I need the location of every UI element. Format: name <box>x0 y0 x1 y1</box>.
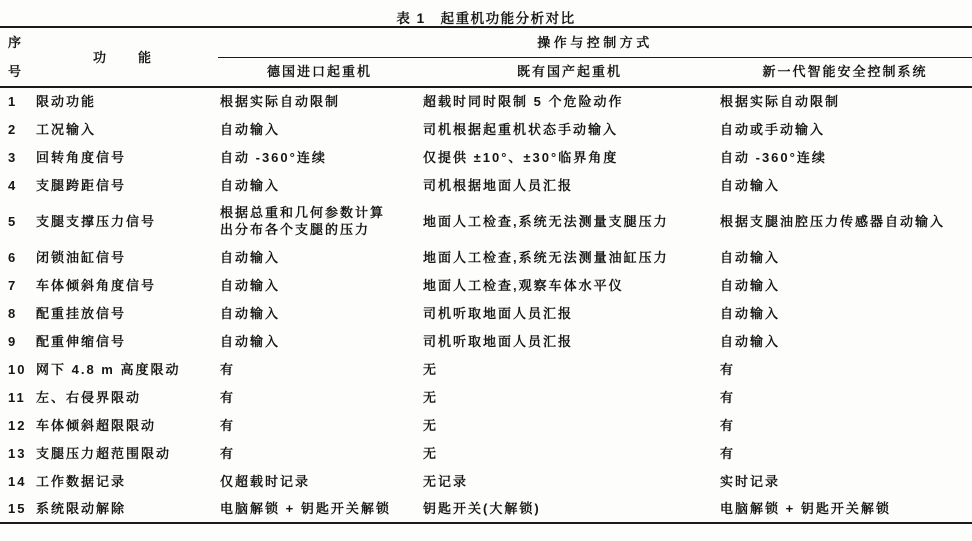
row-number-cell: 7 <box>8 277 18 293</box>
table-row <box>0 411 972 439</box>
table-row <box>0 143 972 171</box>
domestic-crane-cell: 无 <box>423 361 439 377</box>
header-seq-line1: 序 <box>8 35 24 50</box>
german-crane-cell: 自动 -360°连续 <box>220 149 327 165</box>
row-number-cell: 9 <box>8 333 18 349</box>
table-row <box>0 495 972 523</box>
function-name-cell: 支腿跨距信号 <box>36 177 127 193</box>
function-name-cell: 网下 4.8 m 高度限动 <box>36 361 181 377</box>
german-crane-cell: 有 <box>220 361 236 377</box>
table-caption: 表 1 起重机功能分析对比 <box>396 11 576 26</box>
domestic-crane-cell: 无 <box>423 389 439 405</box>
new-system-cell: 电脑解锁 + 钥匙开关解锁 <box>720 501 891 516</box>
german-crane-cell: 自动输入 <box>220 333 281 349</box>
function-name-cell: 配重挂放信号 <box>36 305 127 321</box>
new-system-cell: 自动输入 <box>720 277 781 293</box>
function-name-cell: 回转角度信号 <box>36 149 127 165</box>
row-number-cell: 3 <box>8 149 18 165</box>
new-system-cell: 有 <box>720 445 736 461</box>
german-crane-cell: 自动输入 <box>220 249 281 265</box>
german-crane-cell: 自动输入 <box>220 121 281 137</box>
function-name-cell: 工作数据记录 <box>36 473 127 489</box>
new-system-cell: 自动输入 <box>720 249 781 265</box>
new-system-cell: 自动输入 <box>720 305 781 321</box>
table-row <box>0 355 972 383</box>
domestic-crane-cell: 司机根据起重机状态手动输入 <box>423 121 619 137</box>
table-row <box>0 299 972 327</box>
row-number-cell: 11 <box>8 389 26 405</box>
function-name-cell: 支腿支撑压力信号 <box>36 213 157 229</box>
domestic-crane-cell: 司机根据地面人员汇报 <box>423 177 574 193</box>
function-name-cell: 支腿压力超范围限动 <box>36 445 172 461</box>
row-number-cell: 10 <box>8 361 27 377</box>
row-number-cell: 13 <box>8 445 27 461</box>
domestic-crane-cell: 司机听取地面人员汇报 <box>423 305 574 321</box>
row-number-cell: 2 <box>8 121 18 137</box>
function-name-cell: 配重伸缩信号 <box>36 333 127 349</box>
german-crane-cell: 有 <box>220 445 236 461</box>
table-row <box>0 467 972 495</box>
header-german-crane: 德国进口起重机 <box>218 57 421 87</box>
table-row <box>0 171 972 199</box>
german-crane-cell: 有 <box>220 417 236 433</box>
table-row <box>0 439 972 467</box>
domestic-crane-cell: 无 <box>423 445 439 461</box>
header-row-group <box>0 27 972 57</box>
new-system-cell: 自动输入 <box>720 333 781 349</box>
function-name-cell: 系统限动解除 <box>36 501 127 516</box>
row-number-cell: 5 <box>8 213 18 229</box>
new-system-cell: 有 <box>720 389 736 405</box>
new-system-cell: 自动 -360°连续 <box>720 149 827 165</box>
function-name-cell: 车体倾斜超限限动 <box>36 417 157 433</box>
table-row <box>0 243 972 271</box>
header-function: 功 能 <box>28 27 218 87</box>
domestic-crane-cell: 地面人工检查,系统无法测量支腿压力 <box>423 213 669 229</box>
function-name-cell: 左、右侵界限动 <box>36 389 142 405</box>
domestic-crane-cell: 无 <box>423 417 439 433</box>
german-crane-cell: 自动输入 <box>220 305 281 321</box>
header-operation-control-group: 操作与控制方式 <box>218 27 972 57</box>
table-row <box>0 87 972 115</box>
header-domestic-crane: 既有国产起重机 <box>421 57 718 87</box>
table-row <box>0 327 972 355</box>
domestic-crane-cell: 钥匙开关(大解锁) <box>423 501 541 516</box>
domestic-crane-cell: 地面人工检查,系统无法测量油缸压力 <box>423 249 669 265</box>
row-number-cell: 12 <box>8 417 27 433</box>
function-name-cell: 工况输入 <box>36 121 97 137</box>
row-number-cell: 1 <box>8 94 18 109</box>
new-system-cell: 根据支腿油腔压力传感器自动输入 <box>720 213 946 229</box>
comparison-table <box>0 26 972 524</box>
table-row <box>0 199 972 243</box>
domestic-crane-cell: 司机听取地面人员汇报 <box>423 333 574 349</box>
new-system-cell: 根据实际自动限制 <box>720 94 841 109</box>
table-body <box>0 87 972 523</box>
header-new-gen-system: 新一代智能安全控制系统 <box>718 57 972 87</box>
row-number-cell: 4 <box>8 177 18 193</box>
domestic-crane-cell: 仅提供 ±10°、±30°临界角度 <box>423 149 619 165</box>
new-system-cell: 有 <box>720 361 736 377</box>
german-crane-cell: 自动输入 <box>220 177 281 193</box>
function-name-cell: 车体倾斜角度信号 <box>36 277 157 293</box>
german-crane-cell: 有 <box>220 389 236 405</box>
domestic-crane-cell: 超载时同时限制 5 个危险动作 <box>423 94 624 109</box>
german-crane-cell: 电脑解锁 + 钥匙开关解锁 <box>220 501 391 516</box>
table-row <box>0 115 972 143</box>
table-row <box>0 271 972 299</box>
new-system-cell: 有 <box>720 417 736 433</box>
new-system-cell: 实时记录 <box>720 473 781 489</box>
new-system-cell: 自动或手动输入 <box>720 121 826 137</box>
row-number-cell: 6 <box>8 249 18 265</box>
function-name-cell: 闭锁油缸信号 <box>36 249 127 265</box>
header-seq-line2: 号 <box>8 64 24 79</box>
table-row <box>0 383 972 411</box>
german-crane-cell: 仅超载时记录 <box>220 473 311 489</box>
function-name-cell: 限动功能 <box>36 94 97 109</box>
table-header <box>0 27 972 87</box>
row-number-cell: 8 <box>8 305 18 321</box>
row-number-cell: 15 <box>8 501 27 516</box>
new-system-cell: 自动输入 <box>720 177 781 193</box>
german-crane-cell: 自动输入 <box>220 277 281 293</box>
german-crane-cell: 根据实际自动限制 <box>220 94 341 109</box>
domestic-crane-cell: 无记录 <box>423 473 469 489</box>
row-number-cell: 14 <box>8 473 27 489</box>
header-seq-number <box>0 27 28 87</box>
german-crane-cell: 根据总重和几何参数计算出分布各个支腿的压力 <box>220 205 386 237</box>
domestic-crane-cell: 地面人工检查,观察车体水平仪 <box>423 277 624 293</box>
